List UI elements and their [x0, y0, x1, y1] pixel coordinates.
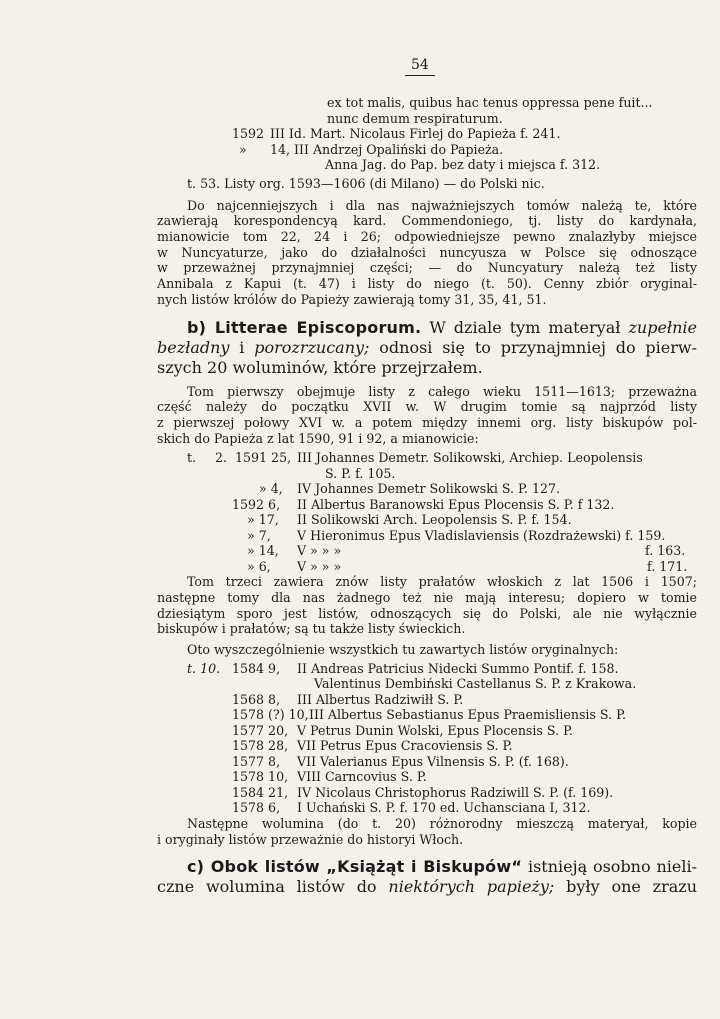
letter-row: t. 2. 1591 25, III Johannes Demetr. Solikowski, Archiep. Leopolensis — [187, 450, 643, 466]
section-b-heading: b) Litterae Episcoporum. — [187, 317, 422, 337]
letter-row: 1578 (?) 10, III Albertus Sebastianus Epus Praemisliensis S. P. — [232, 707, 627, 723]
paragraph-line: Następne wolumina (do t. 20) różnorodny mieszczą materyał, kopie — [187, 815, 697, 831]
section-c-line: czne wolumina listów do niektórych papieży; były one zrazu — [157, 877, 698, 897]
page-number: 54 — [405, 57, 435, 76]
letter-row: 1577 8, VII Valerianus Epus Vilnensis S. P. (f. 168). — [232, 753, 569, 769]
paragraph-line: biskupów i prałatów; są tu także listy świeckich. — [157, 621, 466, 637]
paragraph-line: część należy do początku XVII w. W drugim tomie są najprzód listy — [157, 399, 697, 415]
letter-row: 1578 6, I Uchański S. P. f. 170 ed. Uchansciana I, 312. — [232, 800, 591, 816]
letter-row: Valentinus Dembiński Castellanus S. P. z Krakowa. — [314, 676, 637, 692]
paragraph-line: nych listów królów do Papieży zawierają tomy 31, 35, 41, 51. — [157, 291, 547, 307]
paragraph-line: dziesiątym sporo jest listów, odnoszących się do Polski, ale nie wyłącznie — [157, 605, 697, 621]
letter-row: » 6, V » » » f. 171. — [247, 558, 688, 574]
letter-row: S. P. f. 105. — [325, 465, 396, 481]
section-c-line: c) Obok listów „Książąt i Biskupów“ istnieją osobno nieli- — [187, 857, 698, 877]
section-b-line: szych 20 woluminów, które przejrzałem. — [157, 357, 483, 377]
paragraph-line: Tom pierwszy obejmuje listy z całego wieku 1511—1613; przeważna — [187, 383, 697, 399]
paragraph-line: w Nuncyaturze, jako do działalności nuncyusza w Polsce się odnoszące — [157, 244, 697, 260]
entry-row: » 14, III Andrzej Opaliński do Papieża. — [239, 141, 504, 157]
section-b-line: bezładny i porozrzucany; odnosi się to przynajmniej do pierw- — [157, 337, 697, 357]
paragraph-line: Tom trzeci zawiera znów listy prałatów włoskich z lat 1506 i 1507; — [187, 574, 697, 590]
letter-row: 1578 28, VII Petrus Epus Cracoviensis S. P. — [232, 738, 513, 754]
letter-row: 1577 20, V Petrus Dunin Wolski, Epus Plocensis S. P. — [232, 722, 574, 738]
intro-line: nunc demum respiraturum. — [327, 110, 503, 126]
letter-row: » 17, II Solikowski Arch. Leopolensis S. P. f. 154. — [247, 512, 572, 528]
letter-row: » 7, V Hieronimus Epus Vladislaviensis (Rozdrażewski) f. 159. — [247, 527, 666, 543]
paragraph-line: i oryginały listów przeważnie do historyi Włoch. — [157, 831, 464, 847]
paragraph-line: zawierają korespondencyą kard. Commendoniego, tj. listy do kardynała, — [157, 213, 697, 229]
intro-line: ex tot malis, quibus hac tenus oppressa pene fuit... — [327, 95, 653, 110]
letter-row: 1592 6, II Albertus Baranowski Epus Plocensis S. P. f 132. — [232, 496, 615, 512]
letter-row: 1584 21, IV Nicolaus Christophorus Radziwill S. P. (f. 169). — [232, 784, 614, 800]
paragraph-line: Do najcenniejszych i dla nas najważniejszych tomów należą te, które — [187, 197, 697, 213]
paragraph-line: Annibala z Kapui (t. 47) i listy do niego (t. 50). Cenny zbiór oryginal- — [157, 276, 697, 292]
section-c-heading: c) Obok listów „Książąt i Biskupów“ — [187, 857, 523, 877]
paragraph-line: mianowicie tom 22, 24 i 26; odpowiedniejsze pewno znalazłyby miejsce — [157, 229, 697, 245]
paragraph-line: z pierwszej połowy XVI w. a potem między innemi org. listy biskupów pol- — [157, 414, 697, 430]
entry-row: 1592 III Id. Mart. Nicolaus Firlej do Papieża f. 241. — [232, 126, 561, 142]
paragraph-line: Oto wyszczególnienie wszystkich tu zawartych listów oryginalnych: — [187, 642, 619, 658]
entry-row: Anna Jag. do Pap. bez daty i miejsca f. 312. — [325, 157, 601, 173]
text-column — [157, 95, 697, 897]
paragraph-line: następne tomy dla nas żadnego też nie mają interesu; dopiero w tomie — [157, 590, 697, 606]
paragraph-line: skich do Papieża z lat 1590, 91 i 92, a mianowicie: — [157, 430, 479, 446]
letter-row: » 4, IV Johannes Demetr Solikowski S. P. 127. — [259, 481, 561, 497]
letter-row: 1568 8, III Albertus Radziwiłł S. P. — [232, 691, 464, 707]
letter-row: 1578 10, VIII Carncovius S. P. — [232, 769, 427, 785]
letter-row: » 14, V » » » f. 163. — [247, 543, 686, 559]
volume-line: t. 53. Listy org. 1593—1606 (di Milano) — do Polski nic. — [187, 175, 545, 191]
paragraph-line: w przeważnej przynajmniej części; — do Nuncyatury należą też listy — [157, 260, 697, 276]
section-b-line: b) Litterae Episcoporum. W dziale tym materyał zupełnie — [187, 317, 697, 337]
letter-row: t. 10. 1584 9, II Andreas Patricius Nidecki Summo Pontif. f. 158. — [187, 660, 619, 676]
